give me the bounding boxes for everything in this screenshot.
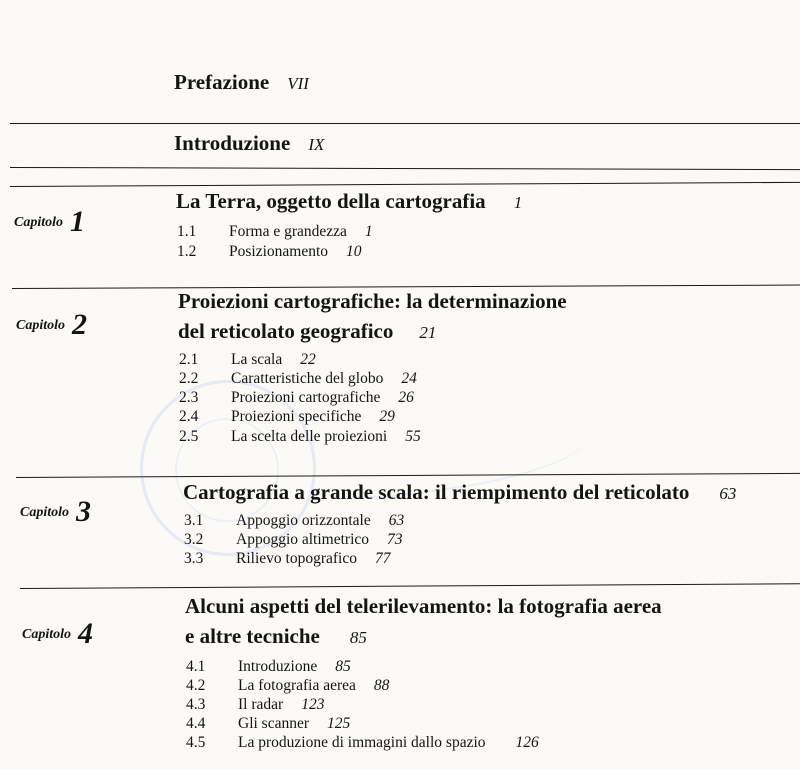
- section-entry[interactable]: [177, 242, 362, 262]
- section-entry[interactable]: [179, 427, 421, 447]
- section-number: 2.3: [179, 389, 199, 406]
- chapter-title[interactable]: [178, 286, 567, 348]
- section-title: Forma e grandezza: [229, 223, 347, 240]
- section-page-number: 10: [346, 243, 362, 260]
- section-title: Posizionamento: [229, 243, 329, 260]
- section-number: 3.3: [184, 550, 204, 567]
- chapter-label: [22, 612, 94, 650]
- section-number: 4.4: [186, 715, 206, 732]
- section-title: Appoggio altimetrico: [236, 531, 370, 548]
- chapter-title-line: La Terra, oggetto della cartografia: [176, 189, 486, 213]
- section-page-number: 123: [301, 696, 325, 713]
- chapter-label-text: Capitolo: [16, 318, 66, 333]
- entry-page-number: IX: [308, 135, 325, 154]
- section-number: 2.1: [179, 351, 199, 368]
- section-title: Introduzione: [238, 658, 318, 675]
- section-page-number: 1: [364, 223, 373, 240]
- section-number: 4.3: [186, 696, 206, 713]
- section-number: 1.1: [177, 223, 197, 240]
- chapter-title-line: Proiezioni cartografiche: la determinazione: [178, 289, 567, 313]
- section-page-number: 73: [387, 531, 403, 548]
- section-number: 3.1: [184, 512, 204, 529]
- section-title: Gli scanner: [238, 715, 310, 732]
- section-entry[interactable]: [177, 222, 373, 242]
- entry-page-number: VII: [287, 74, 309, 93]
- entry-title: Introduzione: [174, 131, 291, 155]
- section-page-number: 22: [300, 351, 316, 368]
- section-page-number: 26: [398, 389, 414, 406]
- chapter-number: 4: [78, 617, 94, 650]
- chapter-number: 1: [70, 205, 86, 238]
- chapter-label: [14, 200, 86, 238]
- chapter-title[interactable]: [176, 186, 522, 218]
- toc-entry-prefazione[interactable]: [174, 70, 309, 96]
- section-page-number: 55: [405, 428, 421, 445]
- section-entry[interactable]: [186, 714, 350, 734]
- section-entry[interactable]: [179, 388, 414, 408]
- chapter-label-text: Capitolo: [14, 215, 64, 230]
- bleed-through-text: [2, 2, 13, 16]
- section-entry[interactable]: [184, 511, 404, 531]
- section-number: 2.5: [179, 428, 199, 445]
- section-number: 1.2: [177, 243, 197, 260]
- section-page-number: 24: [401, 370, 417, 387]
- divider-rule: [10, 123, 800, 124]
- section-title: Rilievo topografico: [236, 550, 357, 567]
- section-title: Proiezioni specifiche: [231, 408, 362, 425]
- chapter-title-line: Alcuni aspetti del telerilevamento: la fotografia aerea: [185, 594, 662, 618]
- section-entry[interactable]: [184, 530, 403, 550]
- section-page-number: 85: [335, 658, 351, 675]
- section-number: 4.5: [186, 734, 206, 751]
- chapter-title[interactable]: [183, 477, 736, 509]
- chapter-label: [16, 303, 88, 341]
- section-page-number: 77: [374, 550, 391, 567]
- chapter-label-text: Capitolo: [22, 627, 72, 642]
- entry-title: Prefazione: [174, 70, 270, 94]
- section-page-number: 29: [379, 408, 395, 425]
- section-entry[interactable]: [179, 369, 417, 389]
- chapter-number: 2: [72, 308, 88, 341]
- chapter-title-line: e altre tecniche: [185, 624, 320, 648]
- section-page-number: 125: [327, 715, 351, 732]
- chapter-title-line: del reticolato geografico: [178, 319, 394, 343]
- section-number: 3.2: [184, 531, 204, 548]
- chapter-label: [20, 490, 92, 528]
- section-number: 2.4: [179, 408, 199, 425]
- section-page-number: 88: [373, 677, 390, 694]
- section-title: La fotografia aerea: [238, 677, 356, 694]
- section-title: La scala: [231, 351, 283, 368]
- section-title: Il radar: [238, 696, 284, 713]
- section-entry[interactable]: [186, 657, 351, 677]
- section-title: Appoggio orizzontale: [236, 512, 371, 529]
- section-title: La scelta delle proiezioni: [231, 428, 388, 445]
- section-page-number: 63: [388, 512, 405, 529]
- chapter-page-number: 21: [419, 323, 437, 342]
- section-entry[interactable]: [179, 407, 395, 427]
- section-entry[interactable]: [186, 676, 389, 696]
- section-title: Proiezioni cartografiche: [231, 389, 381, 406]
- section-title: Caratteristiche del globo: [231, 370, 384, 387]
- chapter-title-line: Cartografia a grande scala: il riempimento del reticolato: [183, 480, 690, 504]
- chapter-title[interactable]: [185, 591, 662, 653]
- section-number: 2.2: [179, 370, 199, 387]
- divider-rule: [10, 167, 800, 170]
- divider-rule: [20, 583, 800, 589]
- chapter-number: 3: [76, 495, 92, 528]
- section-entry[interactable]: [186, 695, 324, 715]
- chapter-page-number: 63: [719, 484, 737, 503]
- section-number: 4.1: [186, 658, 206, 675]
- section-page-number: 126: [515, 734, 539, 751]
- section-number: 4.2: [186, 677, 206, 694]
- section-entry[interactable]: [184, 549, 390, 569]
- toc-entry-introduzione[interactable]: [174, 131, 324, 157]
- section-title: La produzione di immagini dallo spazio: [238, 734, 486, 751]
- chapter-page-number: 1: [513, 193, 523, 212]
- chapter-page-number: 85: [349, 628, 367, 647]
- section-entry[interactable]: [179, 350, 316, 370]
- chapter-label-text: Capitolo: [20, 505, 70, 520]
- section-entry[interactable]: [186, 733, 539, 753]
